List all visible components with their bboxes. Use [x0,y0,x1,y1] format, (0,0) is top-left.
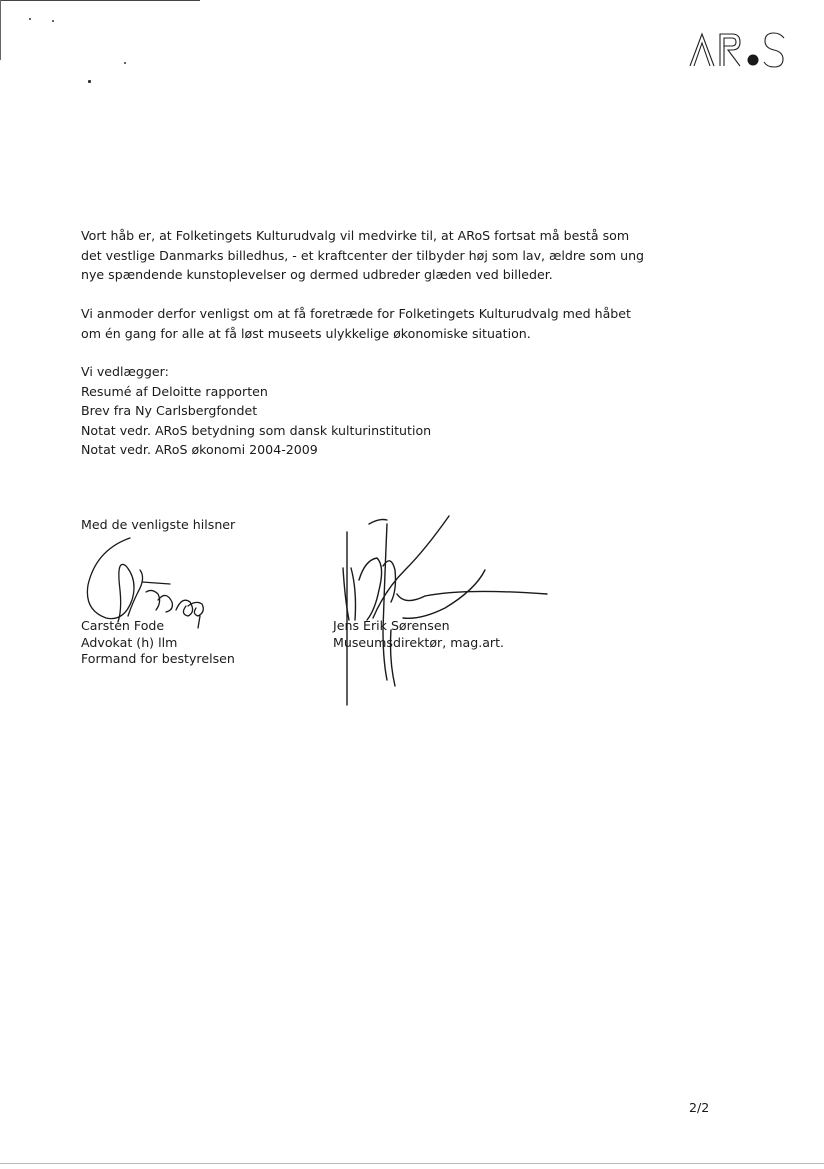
scan-edge-left [0,0,1,60]
enclosure-item: Notat vedr. ARoS økonomi 2004-2009 [81,442,318,457]
scan-speck [88,80,91,83]
paragraph-line: nye spændende kunstoplevelser og dermed udbreder glæden ved billeder. [81,267,553,282]
scan-speck [29,18,31,20]
enclosure-item: Brev fra Ny Carlsbergfondet [81,403,258,418]
signatory-name: Jens Erik Sørensen [333,618,450,633]
handwritten-signature-left [78,530,218,630]
paragraph-line: Vort håb er, at Folketingets Kulturudvalg vil medvirke til, at ARoS fortsat må bestå som [81,228,630,243]
signatory-title: Advokat (h) llm [81,634,178,650]
handwritten-signature-right [325,510,555,715]
paragraph-line: det vestlige Danmarks billedhus, - et kraftcenter der tilbyder høj som lav, ældre som ung [81,247,645,263]
closing-text: Med de venligste hilsner [81,517,236,532]
page-number: 2/2 [689,1100,710,1115]
scan-speck [124,62,126,64]
scan-edge-top [0,0,200,1]
signatory-name: Carsten Fode [81,618,165,633]
aros-logo [688,30,788,70]
scan-edge-bottom [0,1163,824,1164]
enclosure-item: Notat vedr. ARoS betydning som dansk kulturinstitution [81,422,432,438]
signatory-title: Museumsdirektør, mag.art. [333,634,505,650]
paragraph-hope [81,226,644,285]
enclosures-heading: Vi vedlægger: [81,364,169,379]
signatory-role: Formand for bestyrelsen [81,651,235,666]
enclosures-list [81,362,431,460]
scan-speck [52,20,54,22]
aros-logo-mark [688,30,788,70]
paragraph-line: om én gang for alle at få løst museets ulykkelige økonomiske situation. [81,325,531,341]
paragraph-line: Vi anmoder derfor venligst om at få foretræde for Folketingets Kulturudvalg med håbet [81,306,631,321]
paragraph-request [81,304,631,343]
enclosure-item: Resumé af Deloitte rapporten [81,383,268,399]
